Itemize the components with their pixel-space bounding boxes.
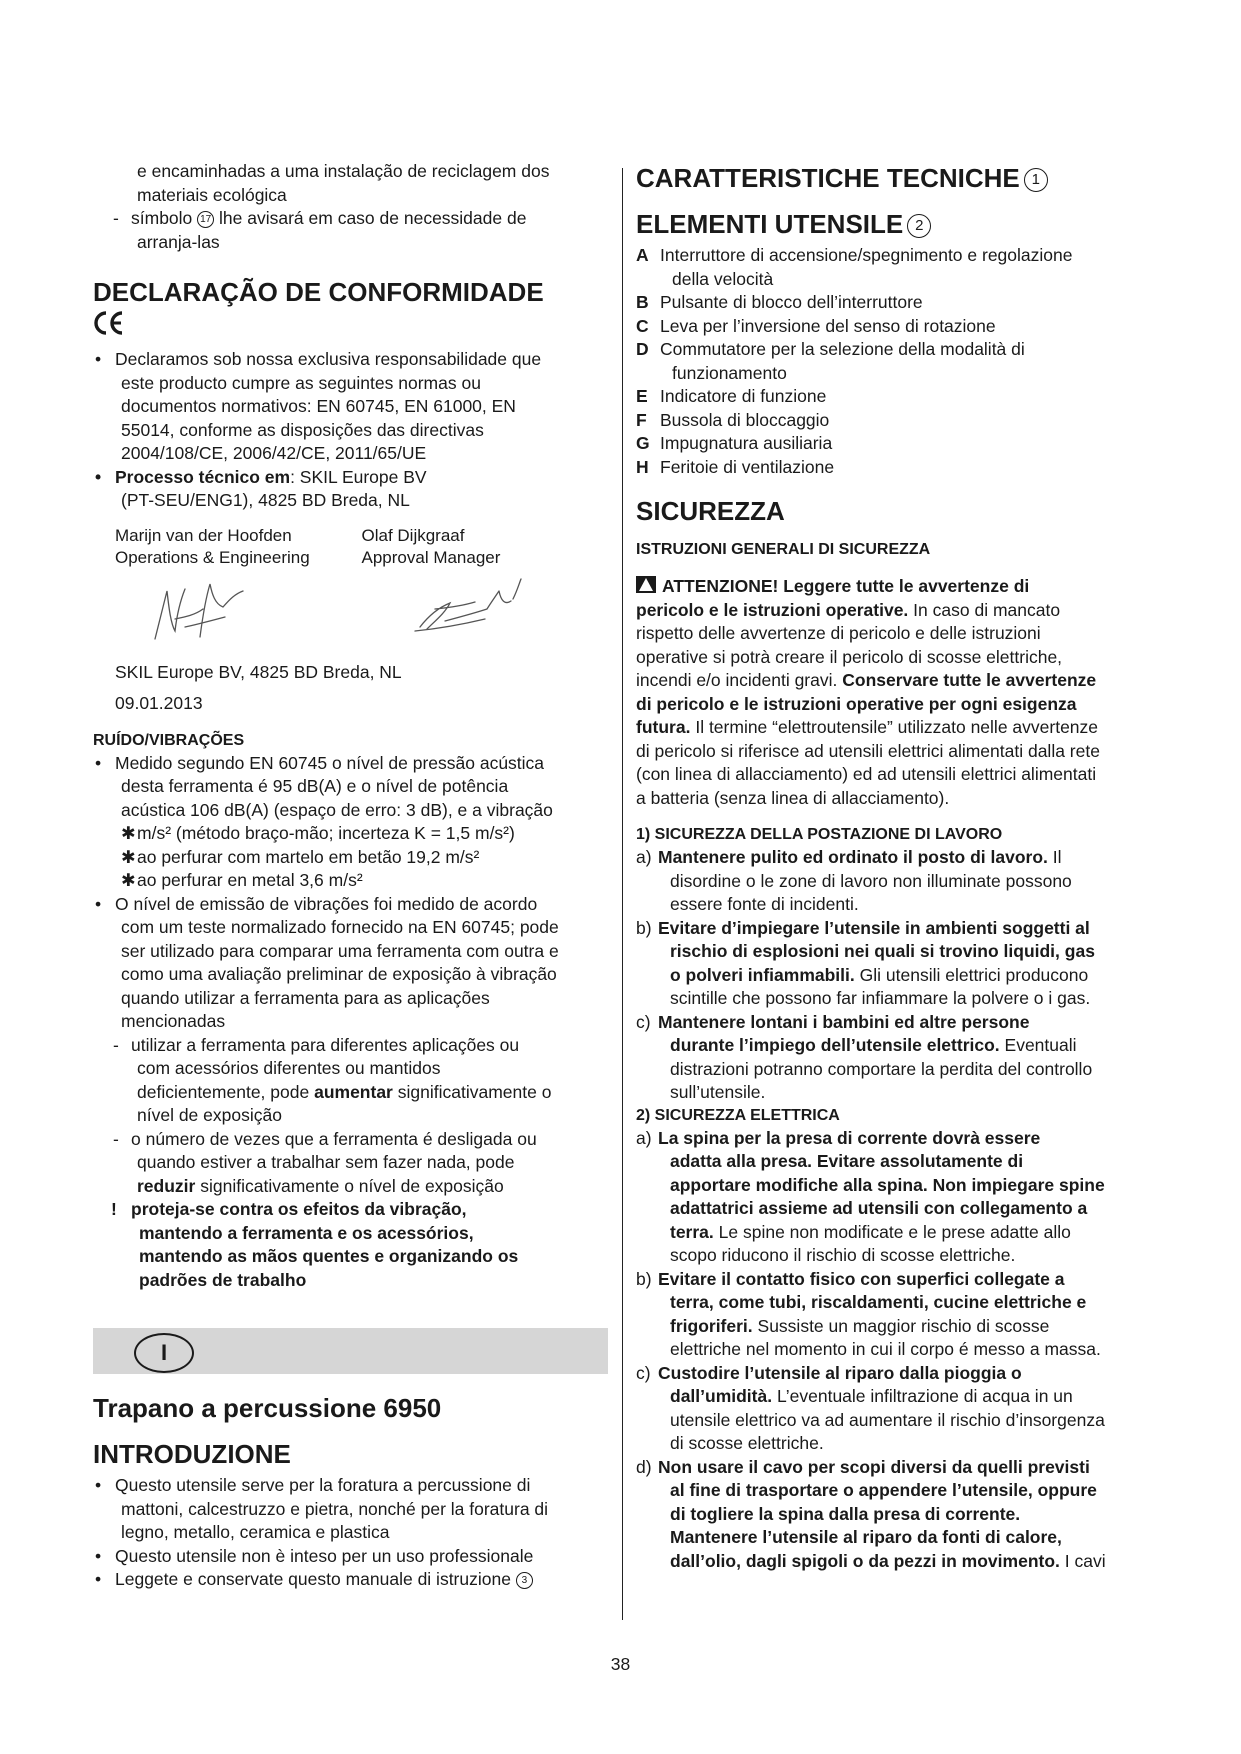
- text-line: mencionadas: [121, 1011, 226, 1031]
- warning-icon: [636, 576, 656, 593]
- text-line: distrazioni potranno comportare la perdita del controllo: [670, 1058, 1093, 1079]
- text-line: Questo utensile serve per la foratura a percussione di: [115, 1475, 531, 1495]
- bold-text: Non usare il cavo per scopi diversi da quelli previsti: [658, 1456, 1090, 1477]
- tool-element-item: [636, 385, 1152, 409]
- text-line: O nível de emissão de vibrações foi medido de acordo: [115, 893, 538, 914]
- bold-text: di pericolo e le istruzioni operative per ogni esigenza: [636, 693, 1077, 714]
- text-line: ser utilizado para comparar uma ferramenta com outra e: [121, 940, 559, 961]
- safety-rule: [636, 1011, 1152, 1105]
- text-line: 2004/108/CE, 2006/42/CE, 2011/65/UE: [121, 443, 427, 463]
- tool-element-item: [636, 244, 1152, 291]
- element-letter: G: [636, 433, 650, 453]
- text-line: sull’utensile.: [670, 1082, 766, 1102]
- dash-marker: -: [113, 208, 119, 228]
- tool-element-item: [636, 456, 1152, 480]
- text-line: desta ferramenta é 95 dB(A) e o nível de potência: [121, 776, 509, 796]
- bold-text: dall’olio, dagli spigoli o da pezzi in movimento.: [670, 1550, 1060, 1571]
- text-fragment: significativamente o nível de exposição: [200, 1175, 504, 1196]
- signatory-name: Olaf Dijkgraaf: [361, 525, 465, 545]
- element-letter: B: [636, 292, 649, 312]
- bold-text: apportare modifiche alla spina. Non impiegare spine: [670, 1174, 1105, 1195]
- text-line: operative si potrà creare il pericolo di scosse elettriche,: [636, 646, 1063, 667]
- tool-element-item: [636, 291, 1152, 315]
- title-text: ELEMENTI UTENSILE: [636, 209, 904, 239]
- text-fragment: significativamente o: [397, 1081, 552, 1102]
- text-fragment: deficientemente, pode: [137, 1081, 310, 1102]
- bold-text: aumentar: [314, 1081, 393, 1102]
- signatory-role: Approval Manager: [361, 547, 501, 567]
- page-number: 38: [610, 1654, 631, 1674]
- safety-rule: [636, 1456, 1152, 1574]
- text-fragment: Gli utensili elettrici producono: [859, 964, 1089, 985]
- bold-text: reduzir: [137, 1175, 196, 1196]
- language-band: [93, 1328, 608, 1374]
- exclamation-icon: !: [111, 1199, 117, 1219]
- text-line: di pericolo si riferisce ad utensili elettrici alimentati dalla rete: [636, 740, 1100, 761]
- text-line: elettriche nel momento in cui il corpo é messo a massa.: [670, 1339, 1101, 1359]
- title-text: CARATTERISTICHE TECNICHE: [636, 163, 1020, 193]
- bold-text: Processo técnico em: [115, 466, 291, 487]
- text-line: legno, metallo, ceramica e plastica: [121, 1522, 390, 1542]
- left-column: [93, 160, 608, 1592]
- column-divider: [622, 168, 623, 1620]
- element-letter: A: [636, 245, 649, 265]
- asterisk-icon: ✱: [121, 846, 136, 867]
- text-line: mantendo a ferramenta e os acessórios,: [139, 1222, 474, 1243]
- text-line: mantendo as mãos quentes e organizando os: [139, 1246, 519, 1266]
- text-line: utilizar a ferramenta para diferentes aplicações ou: [131, 1034, 520, 1055]
- text-fragment: Eventuali: [1004, 1035, 1077, 1055]
- text-fragment: L’eventuale infiltrazione di acqua in un: [776, 1386, 1073, 1406]
- text-line: Feritoie di ventilazione: [660, 456, 835, 477]
- signatory-role: Operations & Engineering: [115, 547, 310, 567]
- rule-marker: a): [636, 1127, 652, 1148]
- noise-vibration-title: RUÍDO/VIBRAÇÕES: [93, 731, 245, 749]
- text-line: Bussola di bloccaggio: [660, 409, 830, 430]
- bold-text: adatta alla presa. Evitare assolutamente di: [670, 1151, 1024, 1171]
- element-letter: E: [636, 386, 648, 406]
- bold-text: ATTENZIONE! Leggere tutte le avvertenze di: [662, 576, 1030, 596]
- text-fragment: Sussiste un maggior rischio di scosse: [757, 1315, 1050, 1336]
- signatories: [93, 525, 608, 569]
- general-warning: [636, 575, 1152, 810]
- text-line: di scosse elettriche.: [670, 1433, 824, 1453]
- text-line: scintille che possono far infiammare la polvere o i gas.: [670, 988, 1091, 1008]
- text-line: e encaminhadas a uma instalação de reciclagem dos: [137, 161, 550, 181]
- tool-elements-title: [636, 208, 1152, 240]
- technical-file: [93, 466, 608, 513]
- rule-marker: d): [636, 1456, 652, 1477]
- text-line: 55014, conforme as disposições das directivas: [121, 419, 484, 440]
- rule-marker: b): [636, 1268, 652, 1289]
- reference-number-2: 2: [907, 214, 931, 238]
- bullet-marker: •: [95, 1475, 102, 1495]
- element-letter: C: [636, 315, 649, 336]
- text-line: essere fonte di incidenti.: [670, 894, 859, 914]
- intro-item: [93, 1474, 608, 1545]
- rule-marker: c): [636, 1011, 651, 1032]
- text-fragment: In caso di mancato: [913, 599, 1061, 620]
- asterisk-icon: ✱: [121, 823, 136, 843]
- tool-element-item: [636, 432, 1152, 456]
- introduction-title: INTRODUZIONE: [93, 1439, 291, 1469]
- bold-text: frigoriferi.: [670, 1315, 753, 1336]
- product-title: Trapano a percussione 6950: [93, 1393, 442, 1423]
- asterisk-icon: ✱: [121, 870, 136, 890]
- bullet-marker: •: [95, 752, 102, 773]
- text-line: utensile elettrico va ad aumentare il rischio d’insorgenza: [670, 1409, 1105, 1430]
- reference-number-3: 3: [516, 1572, 533, 1589]
- declaration-date: 09.01.2013: [115, 693, 203, 713]
- text-line: scopo riducono il rischio di scosse elettriche.: [670, 1245, 1016, 1265]
- handwritten-signatures: [115, 569, 595, 659]
- text-line: com acessórios diferentes ou mantidos: [137, 1058, 441, 1078]
- element-letter: H: [636, 456, 649, 477]
- safety-rule: [636, 846, 1152, 917]
- vibration-sub-item: [93, 1128, 608, 1199]
- bold-text: Custodire l’utensile al riparo dalla pioggia o: [658, 1362, 1022, 1383]
- bold-text: futura.: [636, 717, 691, 737]
- element-letter: D: [636, 339, 649, 359]
- bold-text: pericolo e le istruzioni operative.: [636, 599, 909, 620]
- text-fragment: Le spine non modificate e le prese adatte allo: [718, 1221, 1071, 1242]
- text-fragment: símbolo: [131, 208, 193, 228]
- right-column: [636, 160, 1152, 1573]
- electrical-safety-title: 2) SICUREZZA ELETTRICA: [636, 1106, 840, 1124]
- text-line: nível de exposição: [137, 1105, 282, 1125]
- reference-number-17: 17: [197, 211, 214, 228]
- bullet-marker: •: [95, 349, 102, 369]
- reference-number-1: 1: [1024, 168, 1048, 192]
- ce-mark: [93, 310, 608, 344]
- text-fragment: incendi e/o incidenti gravi.: [636, 670, 838, 690]
- rule-marker: c): [636, 1362, 651, 1383]
- bold-text: o polveri infiammabili.: [670, 964, 855, 985]
- dash-marker: -: [113, 1034, 119, 1055]
- text-fragment: ao perfurar com martelo em betão 19,2 m/s²: [137, 846, 480, 867]
- text-line: funzionamento: [672, 362, 787, 383]
- text-line: della velocità: [672, 268, 774, 289]
- rule-marker: b): [636, 917, 652, 938]
- text-line: padrões de trabalho: [139, 1269, 307, 1290]
- text-fragment: ao perfurar en metal 3,6 m/s²: [137, 870, 363, 890]
- text-fragment: lhe avisará em caso de necessidade de: [219, 208, 527, 228]
- safety-title: SICUREZZA: [636, 496, 785, 526]
- safety-rule: [636, 1127, 1152, 1268]
- text-fragment: I cavi: [1064, 1550, 1106, 1571]
- bold-text: Mantenere pulito ed ordinato il posto di lavoro.: [658, 847, 1048, 867]
- bullet-marker: •: [95, 893, 102, 914]
- text-fragment: Leggete e conservate questo manuale di istruzione: [115, 1569, 511, 1589]
- bold-text: di togliere la spina dalla presa di corrente.: [670, 1503, 1021, 1524]
- signatory: [362, 525, 609, 569]
- text-fragment: m/s² (método braço-mão; incerteza K = 1,5 m/s²): [137, 823, 515, 843]
- bold-text: dall’umidità.: [670, 1386, 773, 1406]
- tool-element-item: [636, 338, 1152, 385]
- intro-item: [93, 1545, 608, 1569]
- text-line: (PT-SEU/ENG1), 4825 BD Breda, NL: [121, 490, 410, 510]
- recycling-continuation: [93, 160, 608, 207]
- text-line: quando utilizar a ferramenta para as aplicações: [121, 987, 490, 1008]
- text-line: o número de vezes que a ferramenta é desligada ou: [131, 1128, 537, 1149]
- bold-text: Evitare il contatto fisico con superfici collegate a: [658, 1268, 1065, 1289]
- text-line: Indicatore di funzione: [660, 386, 827, 406]
- safety-rule: [636, 917, 1152, 1011]
- text-fragment: : SKIL Europe BV: [290, 466, 427, 487]
- text-line: mattoni, calcestruzzo e pietra, nonché per la foratura di: [121, 1498, 549, 1519]
- text-line: Interruttore di accensione/spegnimento e regolazione: [660, 245, 1073, 265]
- safety-rule: [636, 1268, 1152, 1362]
- vibration-sub-item: [93, 1034, 608, 1128]
- bold-text: adattatrici assieme ad utensili con collegamento a: [670, 1198, 1088, 1218]
- text-line: proteja-se contra os efeitos da vibração,: [131, 1199, 467, 1219]
- bold-text: Evitare d’impiegare l’utensile in ambienti soggetti al: [658, 917, 1090, 938]
- bold-text: terra, come tubi, riscaldamenti, cucine elettriche e: [670, 1292, 1087, 1312]
- bold-text: al fine di trasportare o appendere l’utensile, oppure: [670, 1480, 1097, 1500]
- rule-marker: a): [636, 847, 652, 867]
- general-safety-title: ISTRUZIONI GENERALI DI SICUREZZA: [636, 541, 931, 558]
- bold-text: Mantenere lontani i bambini ed altre persone: [658, 1011, 1030, 1032]
- tool-elements-list: [636, 244, 1152, 479]
- text-line: este producto cumpre as seguintes normas ou: [121, 372, 481, 393]
- bullet-marker: •: [95, 466, 102, 487]
- bold-text: terra.: [670, 1221, 714, 1242]
- text-line: Commutatore per la selezione della modalità di: [660, 339, 1025, 359]
- text-fragment: Il termine “elettroutensile” utilizzato nelle avvertenze: [695, 717, 1099, 737]
- intro-item: [93, 1568, 608, 1592]
- text-fragment: Il: [1052, 847, 1062, 867]
- language-badge-italian: I: [134, 1333, 194, 1373]
- signatory: [115, 525, 362, 569]
- tool-element-item: [636, 315, 1152, 339]
- company-address: SKIL Europe BV, 4825 BD Breda, NL: [115, 661, 402, 682]
- text-line: arranja-las: [137, 231, 220, 252]
- dash-marker: -: [113, 1128, 119, 1149]
- text-line: (con linea di allacciamento) ed ad utensili elettrici alimentati: [636, 764, 1097, 784]
- bold-text: La spina per la presa di corrente dovrà essere: [658, 1127, 1041, 1148]
- text-line: quando estiver a trabalhar sem fazer nada, pode: [137, 1152, 515, 1172]
- vibration-emission: [93, 893, 608, 1034]
- bold-text: rischio di esplosioni nei quali si trovino liquidi, gas: [670, 941, 1095, 961]
- bold-text: Conservare tutte le avvertenze: [842, 670, 1097, 690]
- declaration-title: DECLARAÇÃO DE CONFORMIDADE: [93, 277, 544, 307]
- bold-text: Mantenere l’utensile al riparo da fonti di calore,: [670, 1527, 1062, 1547]
- text-line: a batteria (senza linea di allacciamento).: [636, 787, 950, 808]
- element-letter: F: [636, 409, 647, 430]
- safety-rule: [636, 1362, 1152, 1456]
- noise-measurement: [93, 752, 608, 893]
- text-line: Declaramos sob nossa exclusiva responsabilidade que: [115, 349, 542, 369]
- text-line: materiais ecológica: [137, 184, 287, 205]
- declaration-statement: [93, 348, 608, 466]
- technical-data-title: [636, 162, 1152, 194]
- vibration-protection-warning: [93, 1198, 608, 1292]
- bullet-marker: •: [95, 1569, 102, 1589]
- text-line: documentos normativos: EN 60745, EN 61000, EN: [121, 396, 516, 416]
- text-line: Leva per l’inversione del senso di rotazione: [660, 315, 996, 336]
- signatures: [93, 569, 608, 659]
- work-area-safety-title: 1) SICUREZZA DELLA POSTAZIONE DI LAVORO: [636, 826, 1003, 843]
- text-line: Impugnatura ausiliaria: [660, 433, 833, 453]
- bullet-marker: •: [95, 1545, 102, 1566]
- text-line: Questo utensile non è inteso per un uso professionale: [115, 1545, 534, 1566]
- text-line: rispetto delle avvertenze di pericolo e delle istruzioni: [636, 623, 1041, 643]
- text-line: como uma avaliação preliminar de exposição à vibração: [121, 964, 557, 984]
- tool-element-item: [636, 409, 1152, 433]
- text-line: Pulsante di blocco dell’interruttore: [660, 292, 923, 312]
- bold-text: durante l’impiego dell’utensile elettrico.: [670, 1035, 1000, 1055]
- text-line: com um teste normalizado fornecido na EN 60745; pode: [121, 917, 559, 937]
- signatory-name: Marijn van der Hoofden: [115, 525, 292, 545]
- symbol-item: [93, 207, 608, 254]
- ce-mark-icon: [93, 310, 127, 336]
- text-line: disordine o le zone di lavoro non illuminate possono: [670, 870, 1072, 891]
- text-line: acústica 106 dB(A) (espaço de erro: 3 dB), e a vibração: [121, 799, 553, 820]
- text-line: Medido segundo EN 60745 o nível de pressão acústica: [115, 752, 545, 773]
